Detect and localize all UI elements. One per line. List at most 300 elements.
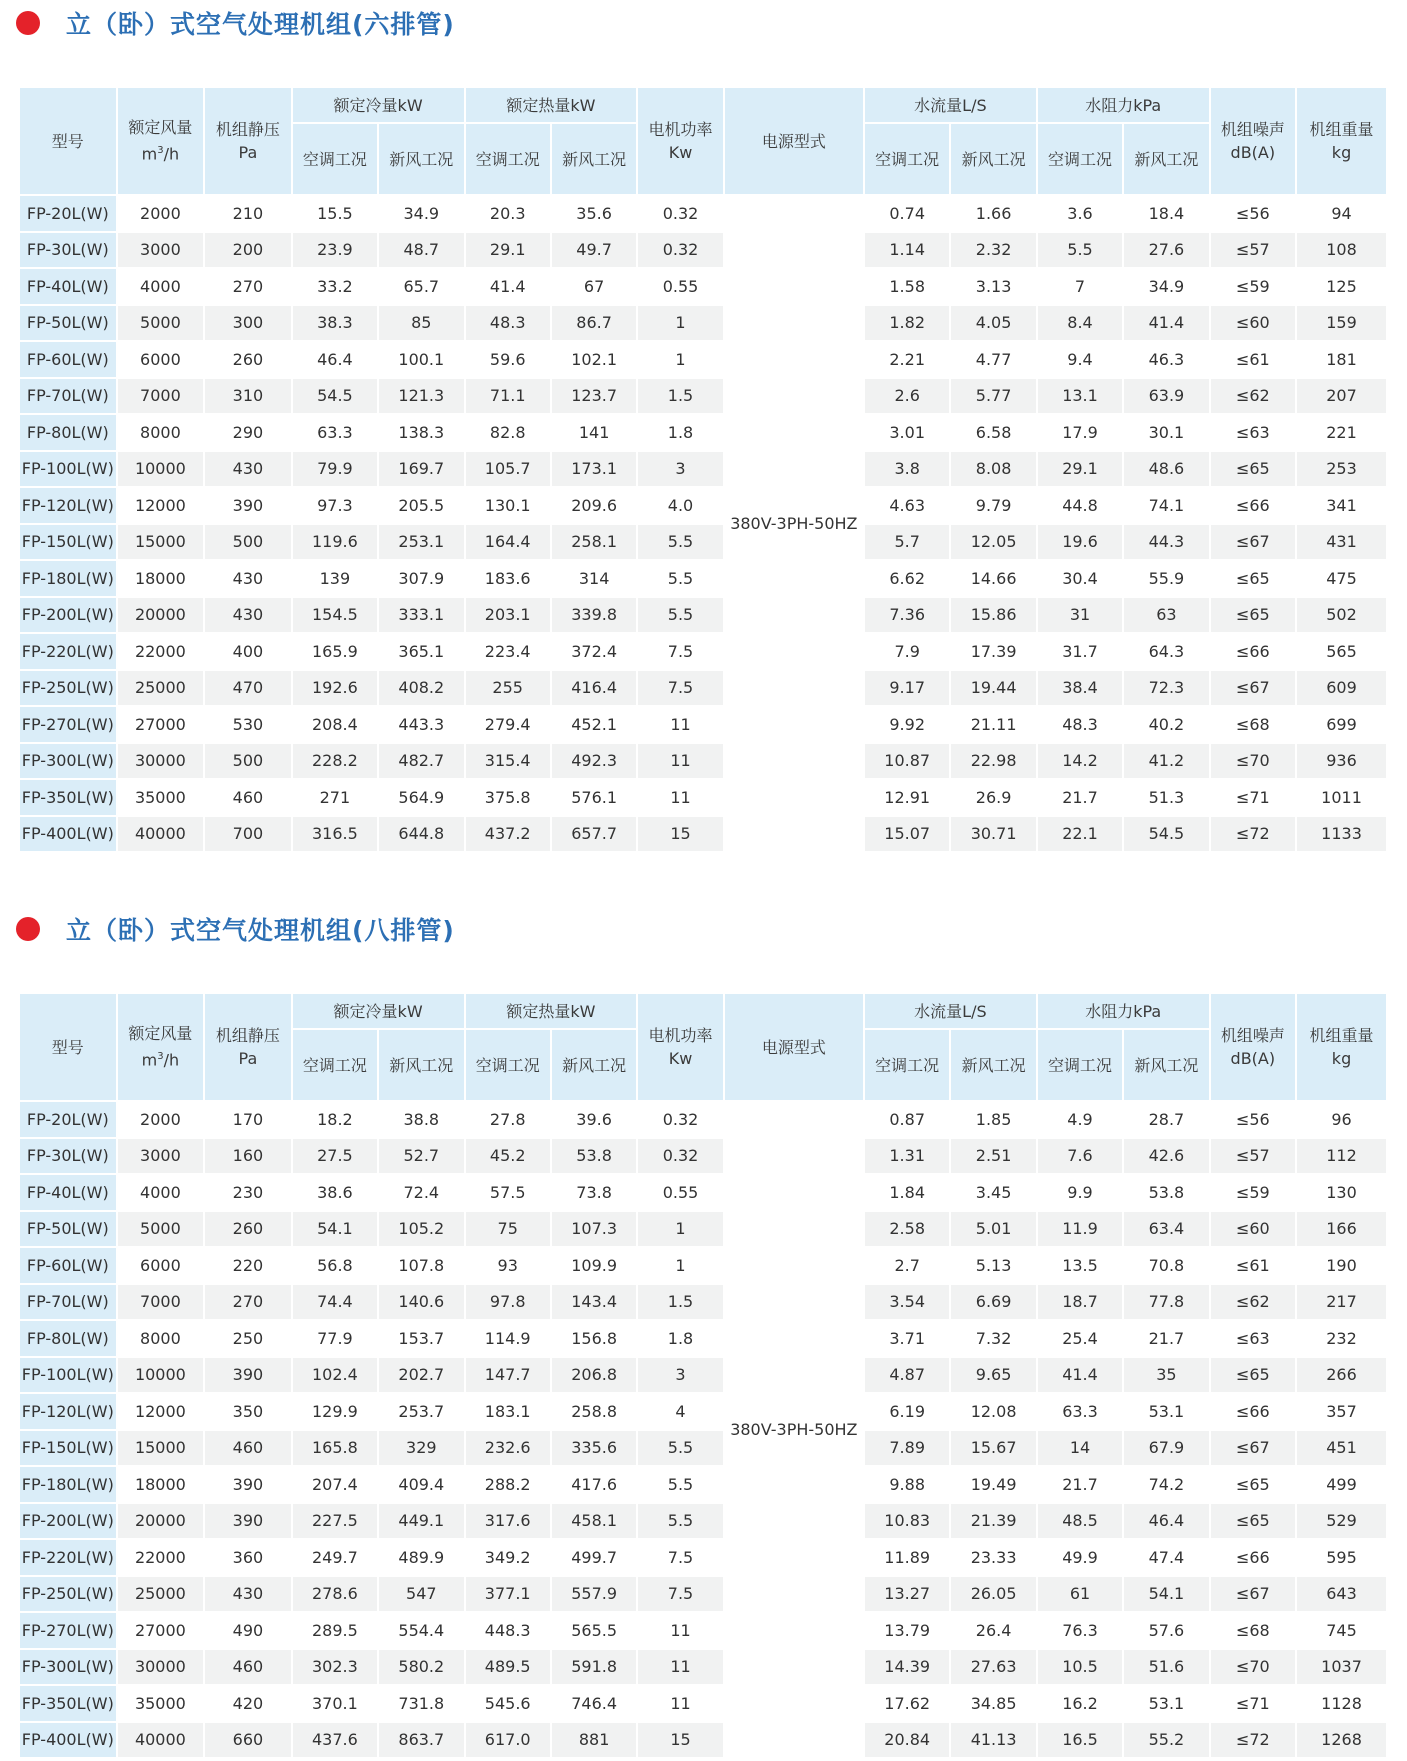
table-cell: 13.1 [1037,378,1123,415]
model-cell: FP-250L(W) [19,670,117,707]
red-bullet-icon [16,11,40,35]
table-cell: 7000 [117,378,205,415]
header-label: 额定冷量kW [333,1001,423,1021]
table-cell: 7.5 [637,670,723,707]
table-cell: 48.3 [1037,706,1123,743]
table-cell: 27.6 [1123,232,1209,269]
table-row [19,560,1387,597]
table-cell: 253.1 [378,524,464,561]
table-cell: 11 [637,1612,723,1649]
table-cell: 1037 [1296,1649,1387,1686]
table-cell: 48.6 [1123,451,1209,488]
table-row [19,1247,1387,1284]
table-cell: 5.5 [637,597,723,634]
table-cell: 27.8 [465,1101,551,1138]
table-cell: 400 [204,633,292,670]
table-cell: 10.83 [864,1503,950,1540]
header-label: 新风工况 [562,149,627,169]
table-cell: 300 [204,305,292,342]
table-cell: 1.85 [950,1101,1036,1138]
header-fresh-condition [1123,1029,1209,1101]
header-noise [1210,993,1296,1101]
table-cell: 33.2 [292,268,378,305]
table-cell: 76.3 [1037,1612,1123,1649]
table-cell: 431 [1296,524,1387,561]
table-cell: 2.32 [950,232,1036,269]
table-row [19,1320,1387,1357]
table-cell: 63 [1123,597,1209,634]
table-row [19,378,1387,415]
section-title-row [16,912,455,946]
table-cell: 105.2 [378,1211,464,1248]
table-cell: 258.8 [551,1393,637,1430]
table-cell: 731.8 [378,1685,464,1722]
table-cell: 489.9 [378,1539,464,1576]
table-cell: 141 [551,414,637,451]
table-cell: 271 [292,779,378,816]
table-row [19,1430,1387,1467]
table-cell: 881 [551,1722,637,1759]
table-cell: 475 [1296,560,1387,597]
table-cell: 9.92 [864,706,950,743]
table-cell: 57.5 [465,1174,551,1211]
table-cell: 390 [204,1503,292,1540]
header-unit: m [141,1050,158,1070]
table-cell: 258.1 [551,524,637,561]
model-cell: FP-350L(W) [19,779,117,816]
table-cell: 63.3 [1037,1393,1123,1430]
header-label: 机组静压 [215,120,280,139]
header-label: 额定热量kW [506,95,596,115]
table-cell: 40.2 [1123,706,1209,743]
table-cell: 1128 [1296,1685,1387,1722]
table-cell: 143.4 [551,1284,637,1321]
table-cell: 44.3 [1123,524,1209,561]
table-cell: 7.5 [637,1576,723,1613]
table-cell: 458.1 [551,1503,637,1540]
table-cell: 417.6 [551,1466,637,1503]
table-cell: 61 [1037,1576,1123,1613]
table-cell: 2000 [117,1101,205,1138]
table-cell: 278.6 [292,1576,378,1613]
header-ac-condition [864,1029,950,1101]
table-cell: 77.8 [1123,1284,1209,1321]
table-cell: 130 [1296,1174,1387,1211]
table-cell: 341 [1296,487,1387,524]
table-cell: 63.4 [1123,1211,1209,1248]
table-cell: 554.4 [378,1612,464,1649]
model-cell: FP-70L(W) [19,1284,117,1321]
table-cell: 14 [1037,1430,1123,1467]
header-cooling [292,993,465,1029]
header-unit: dB(A) [1230,1049,1276,1068]
table-cell: 490 [204,1612,292,1649]
table-cell: 5000 [117,305,205,342]
header-weight [1296,993,1387,1101]
header-label: 空调工况 [302,1055,367,1075]
header-static-pressure [204,87,292,195]
table-cell: 17.39 [950,633,1036,670]
table-cell: 7.89 [864,1430,950,1467]
table-cell: 27000 [117,1612,205,1649]
table-row [19,1685,1387,1722]
table-cell: 250 [204,1320,292,1357]
table-cell: 190 [1296,1247,1387,1284]
table-cell: 9.65 [950,1357,1036,1394]
table-cell: 25000 [117,670,205,707]
header-unit: Kw [668,1049,693,1068]
table-cell: 40000 [117,816,205,853]
header-label: 水流量L/S [914,1001,987,1021]
model-cell: FP-120L(W) [19,487,117,524]
table-cell: 49.7 [551,232,637,269]
table-cell: 1.58 [864,268,950,305]
table-cell: 3 [637,1357,723,1394]
spec-table [18,992,1388,1759]
model-cell: FP-400L(W) [19,1722,117,1759]
table-cell: 192.6 [292,670,378,707]
table-cell: 9.17 [864,670,950,707]
unit-superscript: 3 [157,1051,164,1063]
table-cell: 22000 [117,633,205,670]
table-cell: 10000 [117,451,205,488]
table-cell: 30.71 [950,816,1036,853]
header-fresh-condition [950,1029,1036,1101]
table-cell: 203.1 [465,597,551,634]
model-cell: FP-120L(W) [19,1393,117,1430]
power-supply-cell: 380V-3PH-50HZ [724,1101,864,1758]
table-cell: 20000 [117,597,205,634]
table-cell: 530 [204,706,292,743]
table-cell: 1 [637,341,723,378]
table-cell: 4.9 [1037,1101,1123,1138]
table-row [19,341,1387,378]
table-row [19,268,1387,305]
table-cell: 107.8 [378,1247,464,1284]
table-cell: 183.1 [465,1393,551,1430]
table-cell: 19.44 [950,670,1036,707]
table-cell: 253 [1296,451,1387,488]
table-cell: 617.0 [465,1722,551,1759]
table-cell: 372.4 [551,633,637,670]
table-cell: 12.91 [864,779,950,816]
table-cell: 30.1 [1123,414,1209,451]
table-cell: 6000 [117,1247,205,1284]
table-cell: 26.4 [950,1612,1036,1649]
table-cell: 230 [204,1174,292,1211]
table-cell: 18.2 [292,1101,378,1138]
table-cell: 15.86 [950,597,1036,634]
model-cell: FP-150L(W) [19,1430,117,1467]
table-cell: ≤72 [1210,1722,1296,1759]
table-header [19,87,1387,195]
table-cell: 1268 [1296,1722,1387,1759]
table-cell: 643 [1296,1576,1387,1613]
table-cell: 5.5 [637,524,723,561]
table-cell: 19.6 [1037,524,1123,561]
table-cell: 595 [1296,1539,1387,1576]
table-cell: 580.2 [378,1649,464,1686]
table-cell: 30.4 [1037,560,1123,597]
table-cell: 11 [637,1685,723,1722]
section-title: 立（卧）式空气处理机组(六排管) [66,10,455,39]
table-cell: 390 [204,1357,292,1394]
table-cell: 449.1 [378,1503,464,1540]
header-label: 水阻力kPa [1085,1001,1162,1021]
table-cell: 1.8 [637,1320,723,1357]
model-cell: FP-180L(W) [19,560,117,597]
table-body [19,1101,1387,1758]
table-cell: 6.58 [950,414,1036,451]
table-cell: 17.62 [864,1685,950,1722]
table-cell: 14.2 [1037,743,1123,780]
table-cell: 34.9 [378,195,464,232]
header-label: 空调工况 [302,149,367,169]
header-label: 新风工况 [389,149,454,169]
table-cell: 18000 [117,560,205,597]
table-cell: 35 [1123,1357,1209,1394]
table-cell: 165.8 [292,1430,378,1467]
table-cell: 7000 [117,1284,205,1321]
table-cell: 57.6 [1123,1612,1209,1649]
unit-superscript: 3 [157,145,164,157]
header-ac-condition [1037,1029,1123,1101]
table-cell: 448.3 [465,1612,551,1649]
header-cooling [292,87,465,123]
header-label: 机组静压 [215,1026,280,1045]
table-cell: 21.39 [950,1503,1036,1540]
table-row [19,451,1387,488]
table-cell: 15000 [117,524,205,561]
table-cell: 0.32 [637,1138,723,1175]
table-cell: 7.5 [637,633,723,670]
table-cell: 22000 [117,1539,205,1576]
header-label: 机组噪声 [1220,1026,1285,1045]
table-cell: 349.2 [465,1539,551,1576]
model-cell: FP-40L(W) [19,1174,117,1211]
header-label: 新风工况 [1134,149,1199,169]
table-cell: 1 [637,1211,723,1248]
model-cell: FP-100L(W) [19,451,117,488]
table-cell: 460 [204,1649,292,1686]
table-cell: 105.7 [465,451,551,488]
table-cell: 745 [1296,1612,1387,1649]
table-cell: 217 [1296,1284,1387,1321]
table-cell: 270 [204,1284,292,1321]
table-cell: 11.89 [864,1539,950,1576]
table-row [19,1211,1387,1248]
header-label: 电机功率 [648,1026,713,1045]
table-cell: 67 [551,268,637,305]
table-row [19,524,1387,561]
table-cell: 200 [204,232,292,269]
table-cell: 4.05 [950,305,1036,342]
table-cell: 1.66 [950,195,1036,232]
table-cell: 8.4 [1037,305,1123,342]
header-airflow [117,87,205,195]
table-cell: 13.5 [1037,1247,1123,1284]
table-cell: 27.5 [292,1138,378,1175]
table-cell: 644.8 [378,816,464,853]
table-cell: 357 [1296,1393,1387,1430]
table-cell: 38.3 [292,305,378,342]
table-cell: 166 [1296,1211,1387,1248]
table-cell: 3.8 [864,451,950,488]
header-weight [1296,87,1387,195]
table-row [19,597,1387,634]
table-cell: 0.32 [637,1101,723,1138]
table-cell: 19.49 [950,1466,1036,1503]
table-cell: 7.36 [864,597,950,634]
table-cell: 7.6 [1037,1138,1123,1175]
model-cell: FP-270L(W) [19,706,117,743]
header-power-supply [724,87,864,195]
table-cell: 35.6 [551,195,637,232]
table-cell: 11 [637,743,723,780]
table-cell: 15 [637,1722,723,1759]
table-cell: 2.51 [950,1138,1036,1175]
table-cell: 208.4 [292,706,378,743]
table-cell: 437.2 [465,816,551,853]
table-cell: 576.1 [551,779,637,816]
table-cell: 460 [204,1430,292,1467]
table-cell: 54.1 [1123,1576,1209,1613]
table-cell: 147.7 [465,1357,551,1394]
table-cell: ≤62 [1210,378,1296,415]
section-title: 立（卧）式空气处理机组(八排管) [66,916,455,945]
table-cell: 27.63 [950,1649,1036,1686]
table-cell: ≤65 [1210,1357,1296,1394]
table-cell: 47.4 [1123,1539,1209,1576]
table-cell: 65.7 [378,268,464,305]
table-cell: 302.3 [292,1649,378,1686]
header-motor-power [637,87,723,195]
model-cell: FP-80L(W) [19,414,117,451]
table-cell: 18.7 [1037,1284,1123,1321]
table-cell: 502 [1296,597,1387,634]
table-cell: 15000 [117,1430,205,1467]
table-cell: 5.5 [637,1430,723,1467]
table-cell: 255 [465,670,551,707]
table-cell: 55.2 [1123,1722,1209,1759]
header-label: 空调工况 [475,1055,540,1075]
header-model [19,993,117,1101]
table-cell: 290 [204,414,292,451]
header-label: 空调工况 [875,1055,940,1075]
table-cell: ≤66 [1210,487,1296,524]
header-static-pressure [204,993,292,1101]
header-motor-power [637,993,723,1101]
model-cell: FP-100L(W) [19,1357,117,1394]
table-cell: 46.4 [1123,1503,1209,1540]
table-cell: 310 [204,378,292,415]
table-row [19,1138,1387,1175]
table-cell: 38.6 [292,1174,378,1211]
table-cell: 75 [465,1211,551,1248]
table-cell: 557.9 [551,1576,637,1613]
table-cell: 4000 [117,268,205,305]
table-cell: 408.2 [378,670,464,707]
table-cell: 500 [204,743,292,780]
table-cell: 53.1 [1123,1685,1209,1722]
header-model [19,87,117,195]
table-cell: 30000 [117,1649,205,1686]
table-cell: 125 [1296,268,1387,305]
table-cell: 16.5 [1037,1722,1123,1759]
table-cell: 5.5 [637,560,723,597]
header-water-resistance [1037,993,1210,1029]
table-cell: 11.9 [1037,1211,1123,1248]
table-cell: 56.8 [292,1247,378,1284]
header-label: 电源型式 [761,131,826,151]
header-unit: dB(A) [1230,143,1276,162]
table-cell: 11 [637,706,723,743]
table-cell: ≤59 [1210,1174,1296,1211]
table-cell: 15.07 [864,816,950,853]
table-cell: 207 [1296,378,1387,415]
header-airflow [117,993,205,1101]
table-cell: 8.08 [950,451,1036,488]
table-cell: 390 [204,1466,292,1503]
table-cell: 35000 [117,779,205,816]
table-row [19,1722,1387,1759]
table-cell: 31 [1037,597,1123,634]
table-cell: 138.3 [378,414,464,451]
table-cell: 74.4 [292,1284,378,1321]
table-cell: 4 [637,1393,723,1430]
table-cell: 350 [204,1393,292,1430]
table-cell: ≤65 [1210,1503,1296,1540]
table-cell: ≤67 [1210,670,1296,707]
table-cell: 564.9 [378,779,464,816]
header-ac-condition [465,1029,551,1101]
table-row [19,1284,1387,1321]
table-cell: 48.5 [1037,1503,1123,1540]
table-cell: 288.2 [465,1466,551,1503]
table-cell: 4000 [117,1174,205,1211]
table-cell: 34.85 [950,1685,1036,1722]
table-row [19,1649,1387,1686]
table-cell: 164.4 [465,524,551,561]
table-row [19,305,1387,342]
table-cell: ≤67 [1210,1430,1296,1467]
table-cell: 109.9 [551,1247,637,1284]
table-cell: 22.1 [1037,816,1123,853]
table-cell: 8000 [117,414,205,451]
table-cell: 3.01 [864,414,950,451]
model-cell: FP-70L(W) [19,378,117,415]
table-cell: 609 [1296,670,1387,707]
table-cell: ≤71 [1210,779,1296,816]
header-unit: /h [163,1050,180,1070]
table-cell: 232 [1296,1320,1387,1357]
model-cell: FP-200L(W) [19,597,117,634]
table-cell: 10000 [117,1357,205,1394]
table-row [19,1357,1387,1394]
table-cell: 7.32 [950,1320,1036,1357]
model-cell: FP-30L(W) [19,1138,117,1175]
table-cell: 545.6 [465,1685,551,1722]
table-row [19,743,1387,780]
table-cell: ≤68 [1210,1612,1296,1649]
table-cell: 18000 [117,1466,205,1503]
header-label: 空调工况 [475,149,540,169]
model-cell: FP-220L(W) [19,1539,117,1576]
table-cell: 52.7 [378,1138,464,1175]
header-water-flow [864,87,1037,123]
table-cell: 28.7 [1123,1101,1209,1138]
table-cell: 51.6 [1123,1649,1209,1686]
